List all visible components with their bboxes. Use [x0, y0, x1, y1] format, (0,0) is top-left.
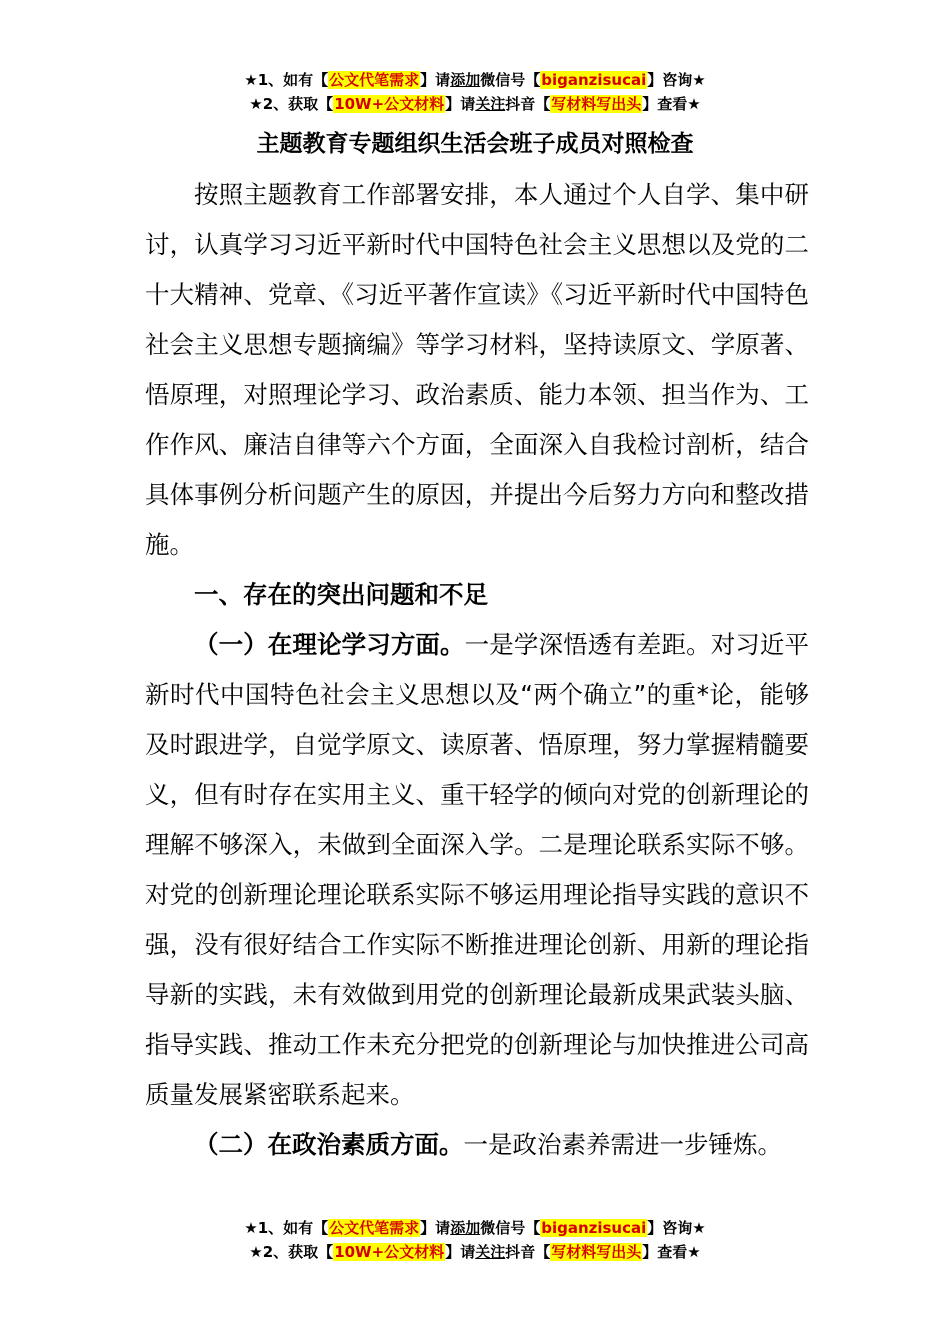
subsection-2-heading: （二）在政治素质方面。 — [194, 1130, 464, 1159]
subsection-1-text: 一是学深悟透有差距。对习近平新时代中国特色社会主义思想以及“两个确立”的重*论，能够及时跟进学，自觉学原文、读原著、悟原理，努力掌握精髓要义，但有时存在实用主义、重干轻学的倾向对党的创新理论的理解不够深入，未做到全面深入学。二是理论联系实际不够。对党的创新理论理论联系实际不够运用理论指导实践的意识不强，没有很好结合工作实际不断推进理论创新、用新的理论指导新的实践，未有效做到用党的创新理论最新成果武装头脑、指导实践、推动工作未充分把党的创新理论与加快推进公司高质量发展紧密联系起来。 — [145, 630, 810, 1109]
banner-line-1: ★1、如有【公文代笔需求】请添加微信号【biganzisucai】咨询★ — [244, 71, 706, 89]
document-title: 主题教育专题组织生活会班子成员对照检查 — [256, 131, 694, 157]
subsection-1-heading: （一）在理论学习方面。 — [194, 630, 465, 659]
highlight-service: 公文代笔需求 — [329, 71, 420, 89]
section-1-heading: 一、存在的突出问题和不足 — [194, 580, 488, 609]
intro-paragraph: 按照主题教育工作部署安排，本人通过个人自学、集中研讨，认真学习习近平新时代中国特色社会主义思想以及党的二十大精神、党章、《习近平著作宣读》《习近平新时代中国特色社会主义思想专题摘编》等学习材料，坚持读原文、学原著、悟原理，对照理论学习、政治素质、能力本领、担当作为、工作作风、廉洁自律等六个方面，全面深入自我检讨剖析，结合具体事例分析问题产生的原因，并提出今后努力方向和整改措施。 — [145, 180, 809, 559]
highlight-douyin-account: 写材料写出头 — [551, 95, 642, 113]
footer-line-1: ★1、如有【公文代笔需求】请添加微信号【biganzisucai】咨询★ — [244, 1219, 706, 1237]
header-banner — [0, 68, 950, 116]
highlight-wechat-id: biganzisucai — [541, 71, 647, 89]
subsection-2-text: 一是政治素养需进一步锤炼。 — [463, 1130, 782, 1159]
subsection-2-paragraph — [145, 1120, 809, 1170]
footer-banner — [0, 1216, 950, 1264]
footer-line-2: ★2、获取【10W+公文材料】请关注抖音【写材料写出头】查看★ — [249, 1243, 701, 1261]
subsection-1-paragraph — [145, 620, 809, 1120]
document-body — [145, 170, 809, 1170]
banner-line-2: ★2、获取【10W+公文材料】请关注抖音【写材料写出头】查看★ — [249, 95, 701, 113]
highlight-materials: 10W+公文材料 — [334, 95, 445, 113]
